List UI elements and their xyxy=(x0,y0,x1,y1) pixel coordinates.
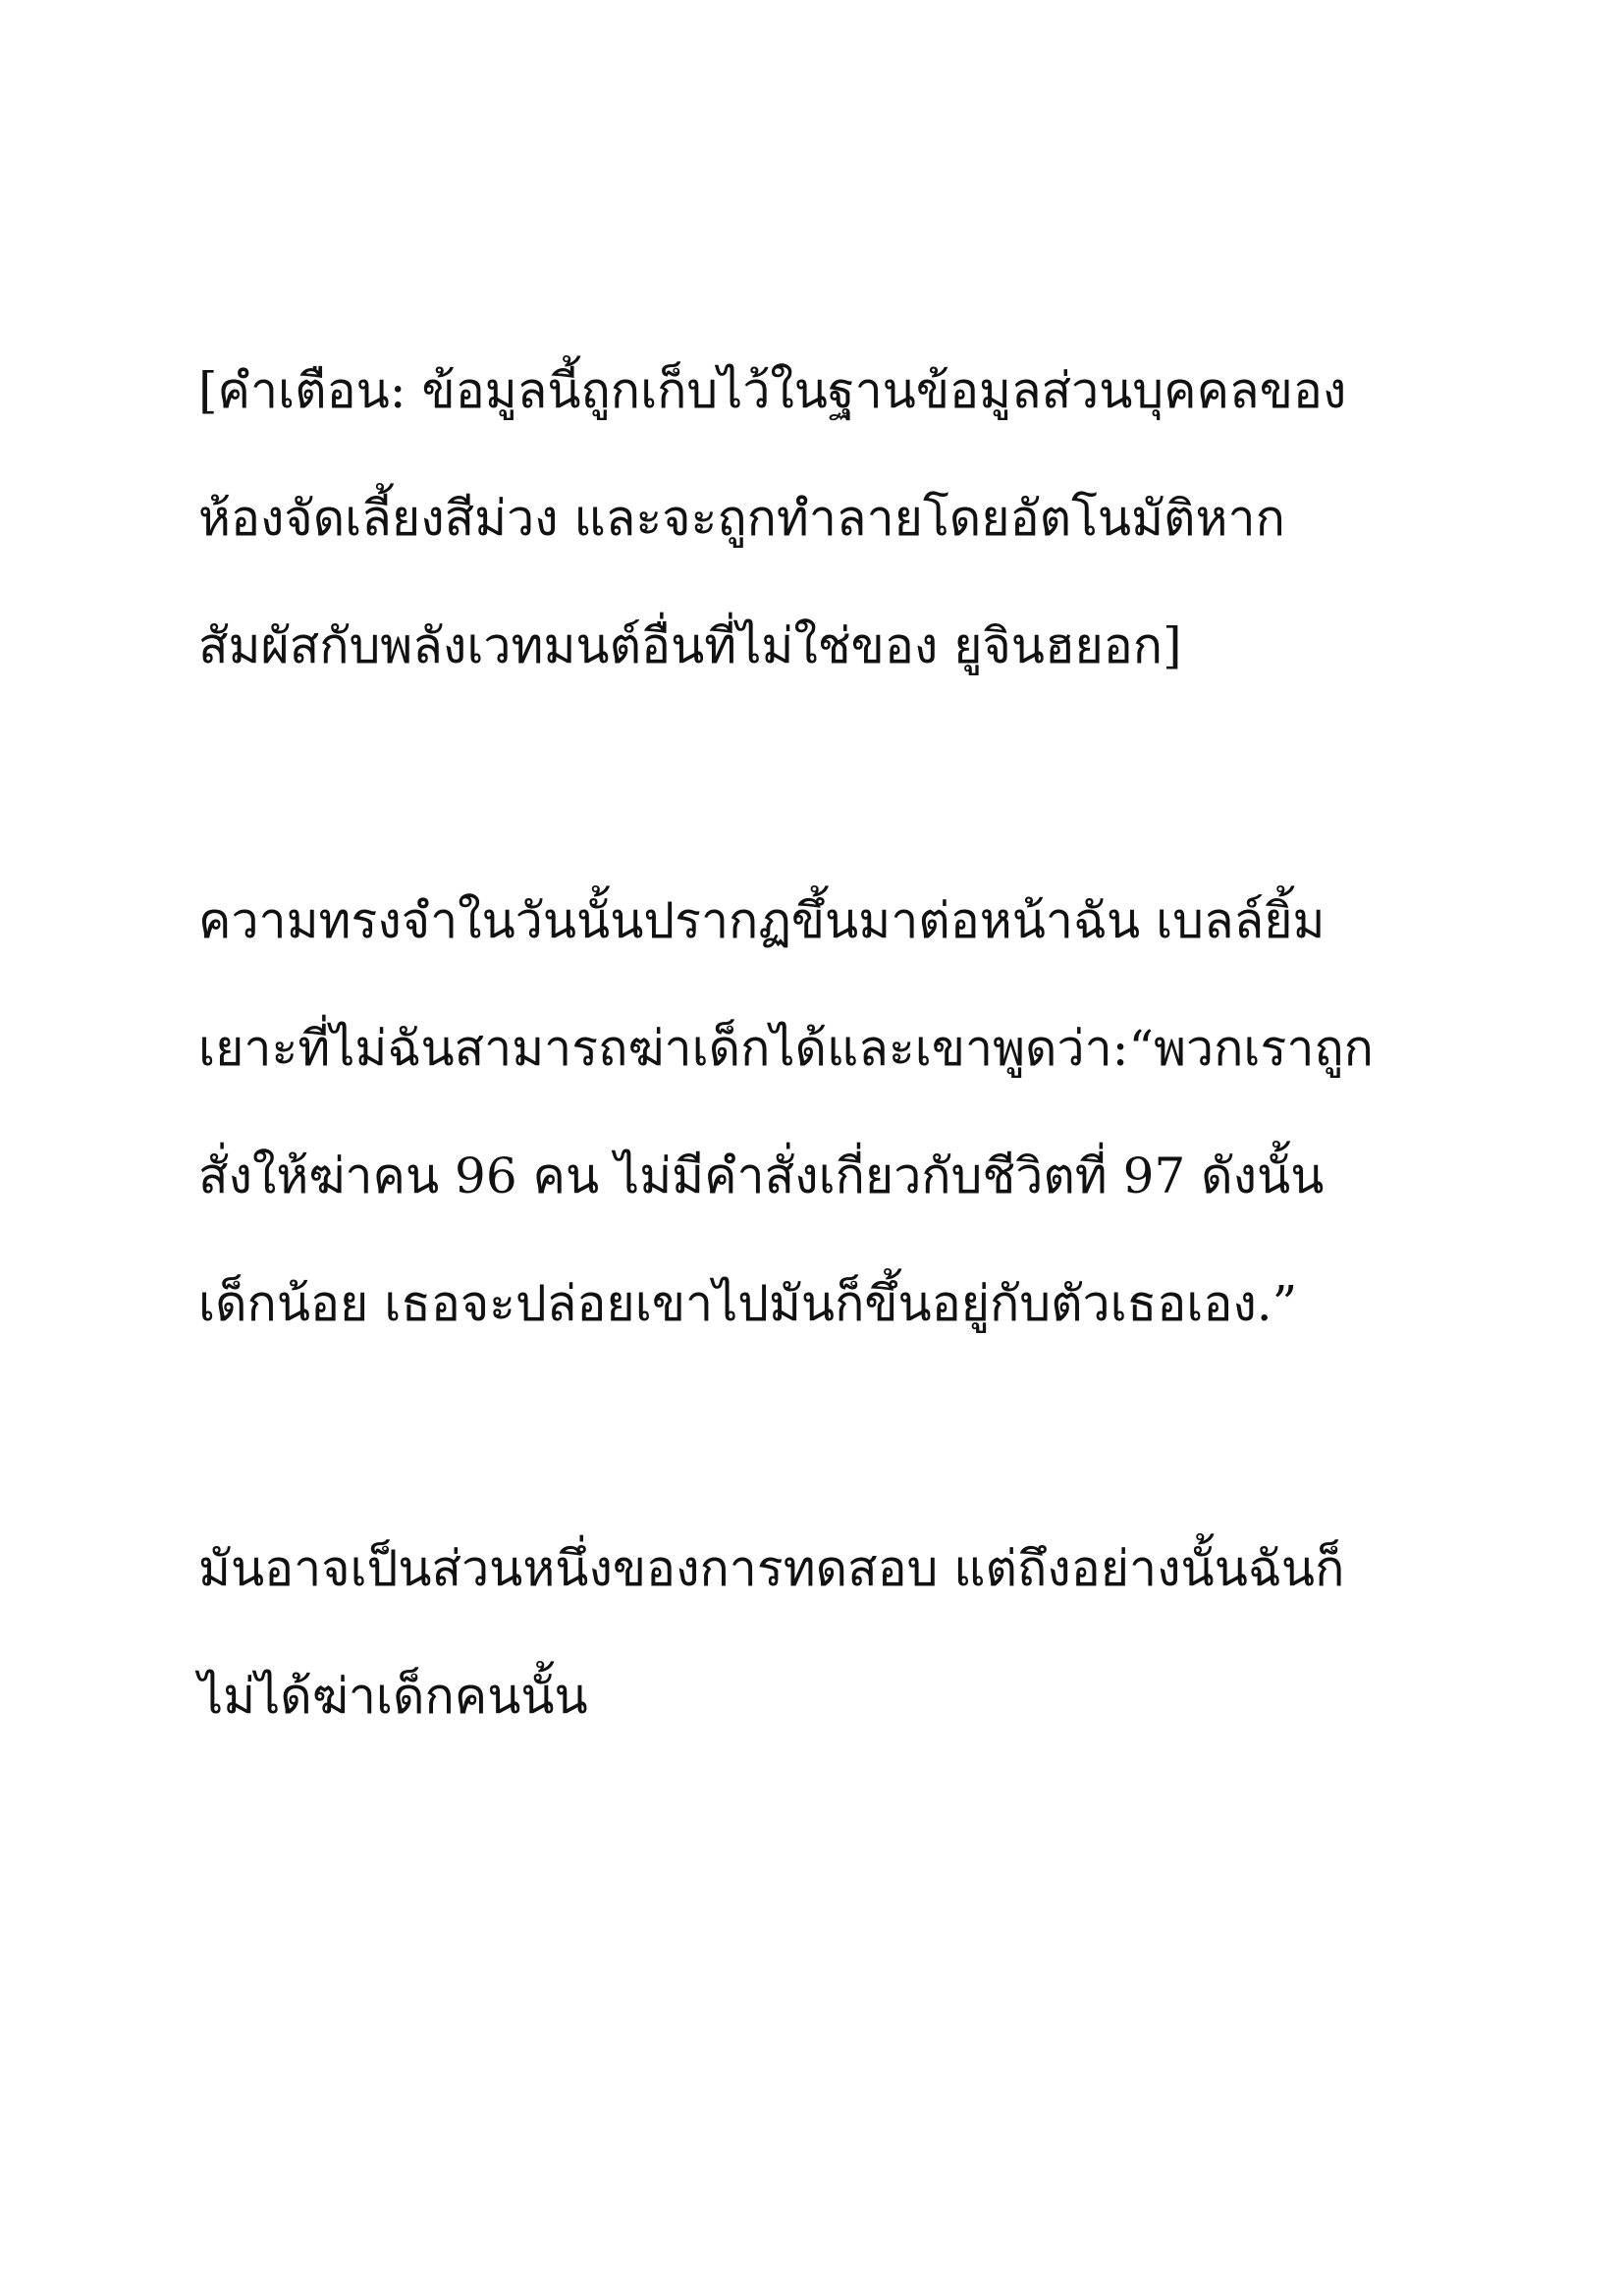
memory-line-3: สั่งให้ฆ่าคน 96 คน ไม่มีคำสั่งเกี่ยวกับชีวิตที่ 97 ดังนั้น xyxy=(198,1148,1325,1204)
warning-line-2: ห้องจัดเลี้ยงสีม่วง และจะถูกทำลายโดยอัตโนมัติหาก xyxy=(198,490,1285,547)
memory-line-1: ความทรงจำในวันนั้นปรากฏขึ้นมาต่อหน้าฉัน เบลล์ยิ้ม xyxy=(198,892,1326,949)
warning-line-1: [คำเตือน: ข้อมูลนี้ถูกเก็บไว้ในฐานข้อมูลส่วนบุคคลของ xyxy=(198,362,1347,419)
reflection-line-1: มันอาจเป็นส่วนหนึ่งของการทดสอบ แต่ถึงอย่างนั้นฉันก็ xyxy=(198,1540,1345,1597)
memory-line-4: เด็กน้อย เธอจะปล่อยเขาไปมันก็ขึ้นอยู่กับตัวเธอเอง.” xyxy=(198,1275,1298,1332)
memory-line-2: เยาะที่ไม่ฉันสามารถฆ่าเด็กได้และเขาพูดว่า:“พวกเราถูก xyxy=(198,1020,1374,1077)
warning-line-3: สัมผัสกับพลังเวทมนต์อื่นที่ไม่ใช่ของ ยูจินฮยอก] xyxy=(198,617,1182,674)
reflection-line-2: ไม่ได้ฆ่าเด็กคนนั้น xyxy=(198,1668,588,1725)
